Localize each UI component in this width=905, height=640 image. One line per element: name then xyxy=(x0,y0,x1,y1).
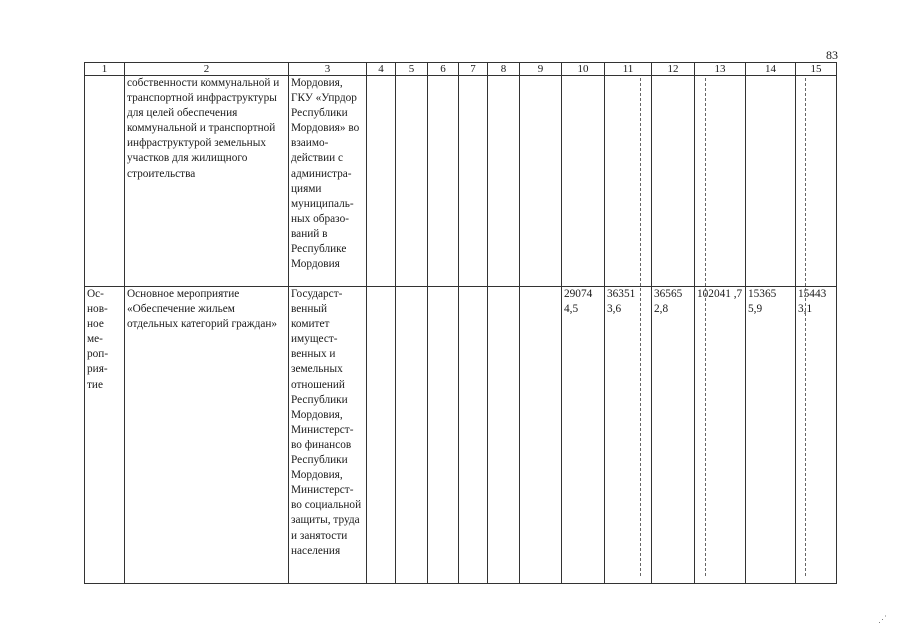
header-row xyxy=(85,63,837,76)
table-row xyxy=(85,76,837,287)
cell-empty xyxy=(488,287,520,584)
cell-type xyxy=(85,76,125,287)
column-header: 3 xyxy=(289,63,367,76)
column-header: 6 xyxy=(428,63,459,76)
cell-value: 102041 ,7 xyxy=(695,287,746,584)
page-number: 83 xyxy=(826,48,838,62)
cell-value xyxy=(796,76,837,287)
cell-type: Ос-нов-ное ме-роп-рия-тие xyxy=(85,287,125,584)
column-header: 12 xyxy=(652,63,695,76)
column-header: 1 xyxy=(85,63,125,76)
column-header: 15 xyxy=(796,63,837,76)
cell-value xyxy=(746,76,796,287)
column-header: 4 xyxy=(367,63,396,76)
cell-name: собственности коммунальной и транспортной инфраструктуры для целей обеспечения коммунальной и транспортной инфраструктурой земельных участков для жилищного строительства xyxy=(125,76,289,287)
column-header: 8 xyxy=(488,63,520,76)
cell-name: Основное мероприятие «Обеспечение жильем отдельных категорий граждан» xyxy=(125,287,289,584)
table-row xyxy=(85,287,837,584)
budget-table xyxy=(84,62,837,584)
cell-value xyxy=(695,76,746,287)
scan-guide-line xyxy=(705,78,706,576)
column-header: 5 xyxy=(396,63,428,76)
cell-empty xyxy=(367,287,396,584)
cell-empty xyxy=(396,287,428,584)
cell-value xyxy=(562,76,605,287)
cell-executor: Государст-венный комитет имущест-венных и земельных отношений Республики Мордовия, Министерст-во финансов Республики Мордовия, Министерст-во социальной защиты, труда и занятости населения xyxy=(289,287,367,584)
column-header: 7 xyxy=(459,63,488,76)
cell-value xyxy=(652,76,695,287)
column-header: 10 xyxy=(562,63,605,76)
scan-mark-icon: ⋰ xyxy=(878,614,887,624)
cell-empty xyxy=(428,287,459,584)
cell-value: 36351 3,6 xyxy=(605,287,652,584)
cell-value: 36565 2,8 xyxy=(652,287,695,584)
cell-empty xyxy=(520,76,562,287)
column-header: 13 xyxy=(695,63,746,76)
cell-empty xyxy=(367,76,396,287)
scan-guide-line xyxy=(805,78,806,576)
cell-value: 29074 4,5 xyxy=(562,287,605,584)
cell-value: 15443 3,1 xyxy=(796,287,837,584)
cell-empty xyxy=(396,76,428,287)
cell-empty xyxy=(459,287,488,584)
column-header: 14 xyxy=(746,63,796,76)
column-header: 2 xyxy=(125,63,289,76)
cell-value: 15365 5,9 xyxy=(746,287,796,584)
cell-empty xyxy=(520,287,562,584)
cell-executor: Мордовия, ГКУ «Упрдор Республики Мордовия» во взаимо-действии с администра-циями муниципаль-ных образо-ваний в Республике Мордовия xyxy=(289,76,367,287)
cell-empty xyxy=(428,76,459,287)
column-header: 9 xyxy=(520,63,562,76)
scan-guide-line xyxy=(640,78,641,576)
cell-empty xyxy=(459,76,488,287)
column-header: 11 xyxy=(605,63,652,76)
cell-empty xyxy=(488,76,520,287)
cell-value xyxy=(605,76,652,287)
